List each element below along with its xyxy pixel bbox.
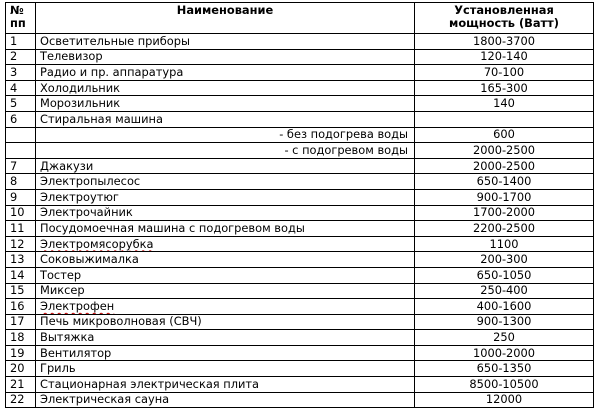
row-power: 650-1050 <box>415 267 594 283</box>
row-number: 13 <box>6 252 36 268</box>
row-power: 70-100 <box>415 65 594 81</box>
spellcheck-underlined-text: Электрофен <box>40 298 115 313</box>
row-power: 12000 <box>415 392 594 408</box>
table-row <box>6 299 594 315</box>
table-row <box>6 49 594 65</box>
row-number: 11 <box>6 221 36 237</box>
table-row <box>6 252 594 268</box>
row-name: Соковыжималка <box>36 252 415 268</box>
row-name: Электроутюг <box>36 189 415 205</box>
table-row <box>6 361 594 377</box>
row-power: 400-1600 <box>415 299 594 315</box>
row-power: 650-1400 <box>415 174 594 190</box>
row-name: Посудомоечная машина с подогревом воды <box>36 221 415 237</box>
row-name <box>36 299 415 315</box>
row-name: Телевизор <box>36 49 415 65</box>
row-power: 2000-2500 <box>415 158 594 174</box>
table-row <box>6 377 594 393</box>
row-power <box>415 111 594 127</box>
row-name: Холодильник <box>36 80 415 96</box>
table-row <box>6 143 594 159</box>
row-number: 5 <box>6 96 36 112</box>
table-row <box>6 65 594 81</box>
row-power: 1000-2000 <box>415 345 594 361</box>
row-number: 3 <box>6 65 36 81</box>
row-number: 6 <box>6 111 36 127</box>
row-number: 4 <box>6 80 36 96</box>
row-name: Печь микроволновая (СВЧ) <box>36 314 415 330</box>
row-power: 200-300 <box>415 252 594 268</box>
table-row <box>6 345 594 361</box>
table-row <box>6 158 594 174</box>
row-subitem-name: - с подогревом воды <box>36 143 415 159</box>
table-row <box>6 189 594 205</box>
row-name: Тостер <box>36 267 415 283</box>
row-name: Стационарная электрическая плита <box>36 377 415 393</box>
header-name: Наименование <box>36 3 415 34</box>
row-number <box>6 143 36 159</box>
row-name: Электропылесос <box>36 174 415 190</box>
row-number: 12 <box>6 236 36 252</box>
table-row <box>6 283 594 299</box>
row-number: 17 <box>6 314 36 330</box>
row-number: 21 <box>6 377 36 393</box>
header-power: Установленная мощность (Ватт) <box>415 3 594 34</box>
row-number: 16 <box>6 299 36 315</box>
table-row <box>6 392 594 408</box>
row-power: 900-1700 <box>415 189 594 205</box>
row-name <box>36 236 415 252</box>
row-power: 250-400 <box>415 283 594 299</box>
power-table <box>5 2 594 408</box>
table-row <box>6 205 594 221</box>
row-number: 22 <box>6 392 36 408</box>
row-name: Электрическая сауна <box>36 392 415 408</box>
table-row <box>6 221 594 237</box>
row-power: 1100 <box>415 236 594 252</box>
row-power: 120-140 <box>415 49 594 65</box>
row-name: Стиральная машина <box>36 111 415 127</box>
table-row <box>6 34 594 50</box>
row-number: 7 <box>6 158 36 174</box>
row-number: 15 <box>6 283 36 299</box>
table-row <box>6 80 594 96</box>
row-number: 10 <box>6 205 36 221</box>
row-power: 650-1350 <box>415 361 594 377</box>
row-power: 250 <box>415 330 594 346</box>
table-row <box>6 267 594 283</box>
row-power: 8500-10500 <box>415 377 594 393</box>
header-number: № пп <box>6 3 36 34</box>
table-row <box>6 174 594 190</box>
row-number: 19 <box>6 345 36 361</box>
row-power: 900-1300 <box>415 314 594 330</box>
row-power: 600 <box>415 127 594 143</box>
row-number: 18 <box>6 330 36 346</box>
row-number <box>6 127 36 143</box>
row-number: 20 <box>6 361 36 377</box>
row-name: Электрочайник <box>36 205 415 221</box>
table-row <box>6 96 594 112</box>
table-row <box>6 314 594 330</box>
row-number: 9 <box>6 189 36 205</box>
row-number: 1 <box>6 34 36 50</box>
table-row <box>6 127 594 143</box>
row-subitem-name: - без подогрева воды <box>36 127 415 143</box>
header-row <box>6 3 594 34</box>
row-name: Вентилятор <box>36 345 415 361</box>
row-name: Осветительные приборы <box>36 34 415 50</box>
table-row <box>6 111 594 127</box>
table-row <box>6 330 594 346</box>
row-number: 2 <box>6 49 36 65</box>
row-name: Вытяжка <box>36 330 415 346</box>
row-name: Радио и пр. аппаратура <box>36 65 415 81</box>
spellcheck-underlined-text: Электромясорубка <box>40 236 154 251</box>
row-power: 2000-2500 <box>415 143 594 159</box>
row-power: 2200-2500 <box>415 221 594 237</box>
row-power: 1700-2000 <box>415 205 594 221</box>
row-name: Морозильник <box>36 96 415 112</box>
row-name: Гриль <box>36 361 415 377</box>
row-power: 140 <box>415 96 594 112</box>
table-row <box>6 236 594 252</box>
row-power: 1800-3700 <box>415 34 594 50</box>
row-number: 14 <box>6 267 36 283</box>
row-name: Джакузи <box>36 158 415 174</box>
row-number: 8 <box>6 174 36 190</box>
row-power: 165-300 <box>415 80 594 96</box>
row-name: Миксер <box>36 283 415 299</box>
